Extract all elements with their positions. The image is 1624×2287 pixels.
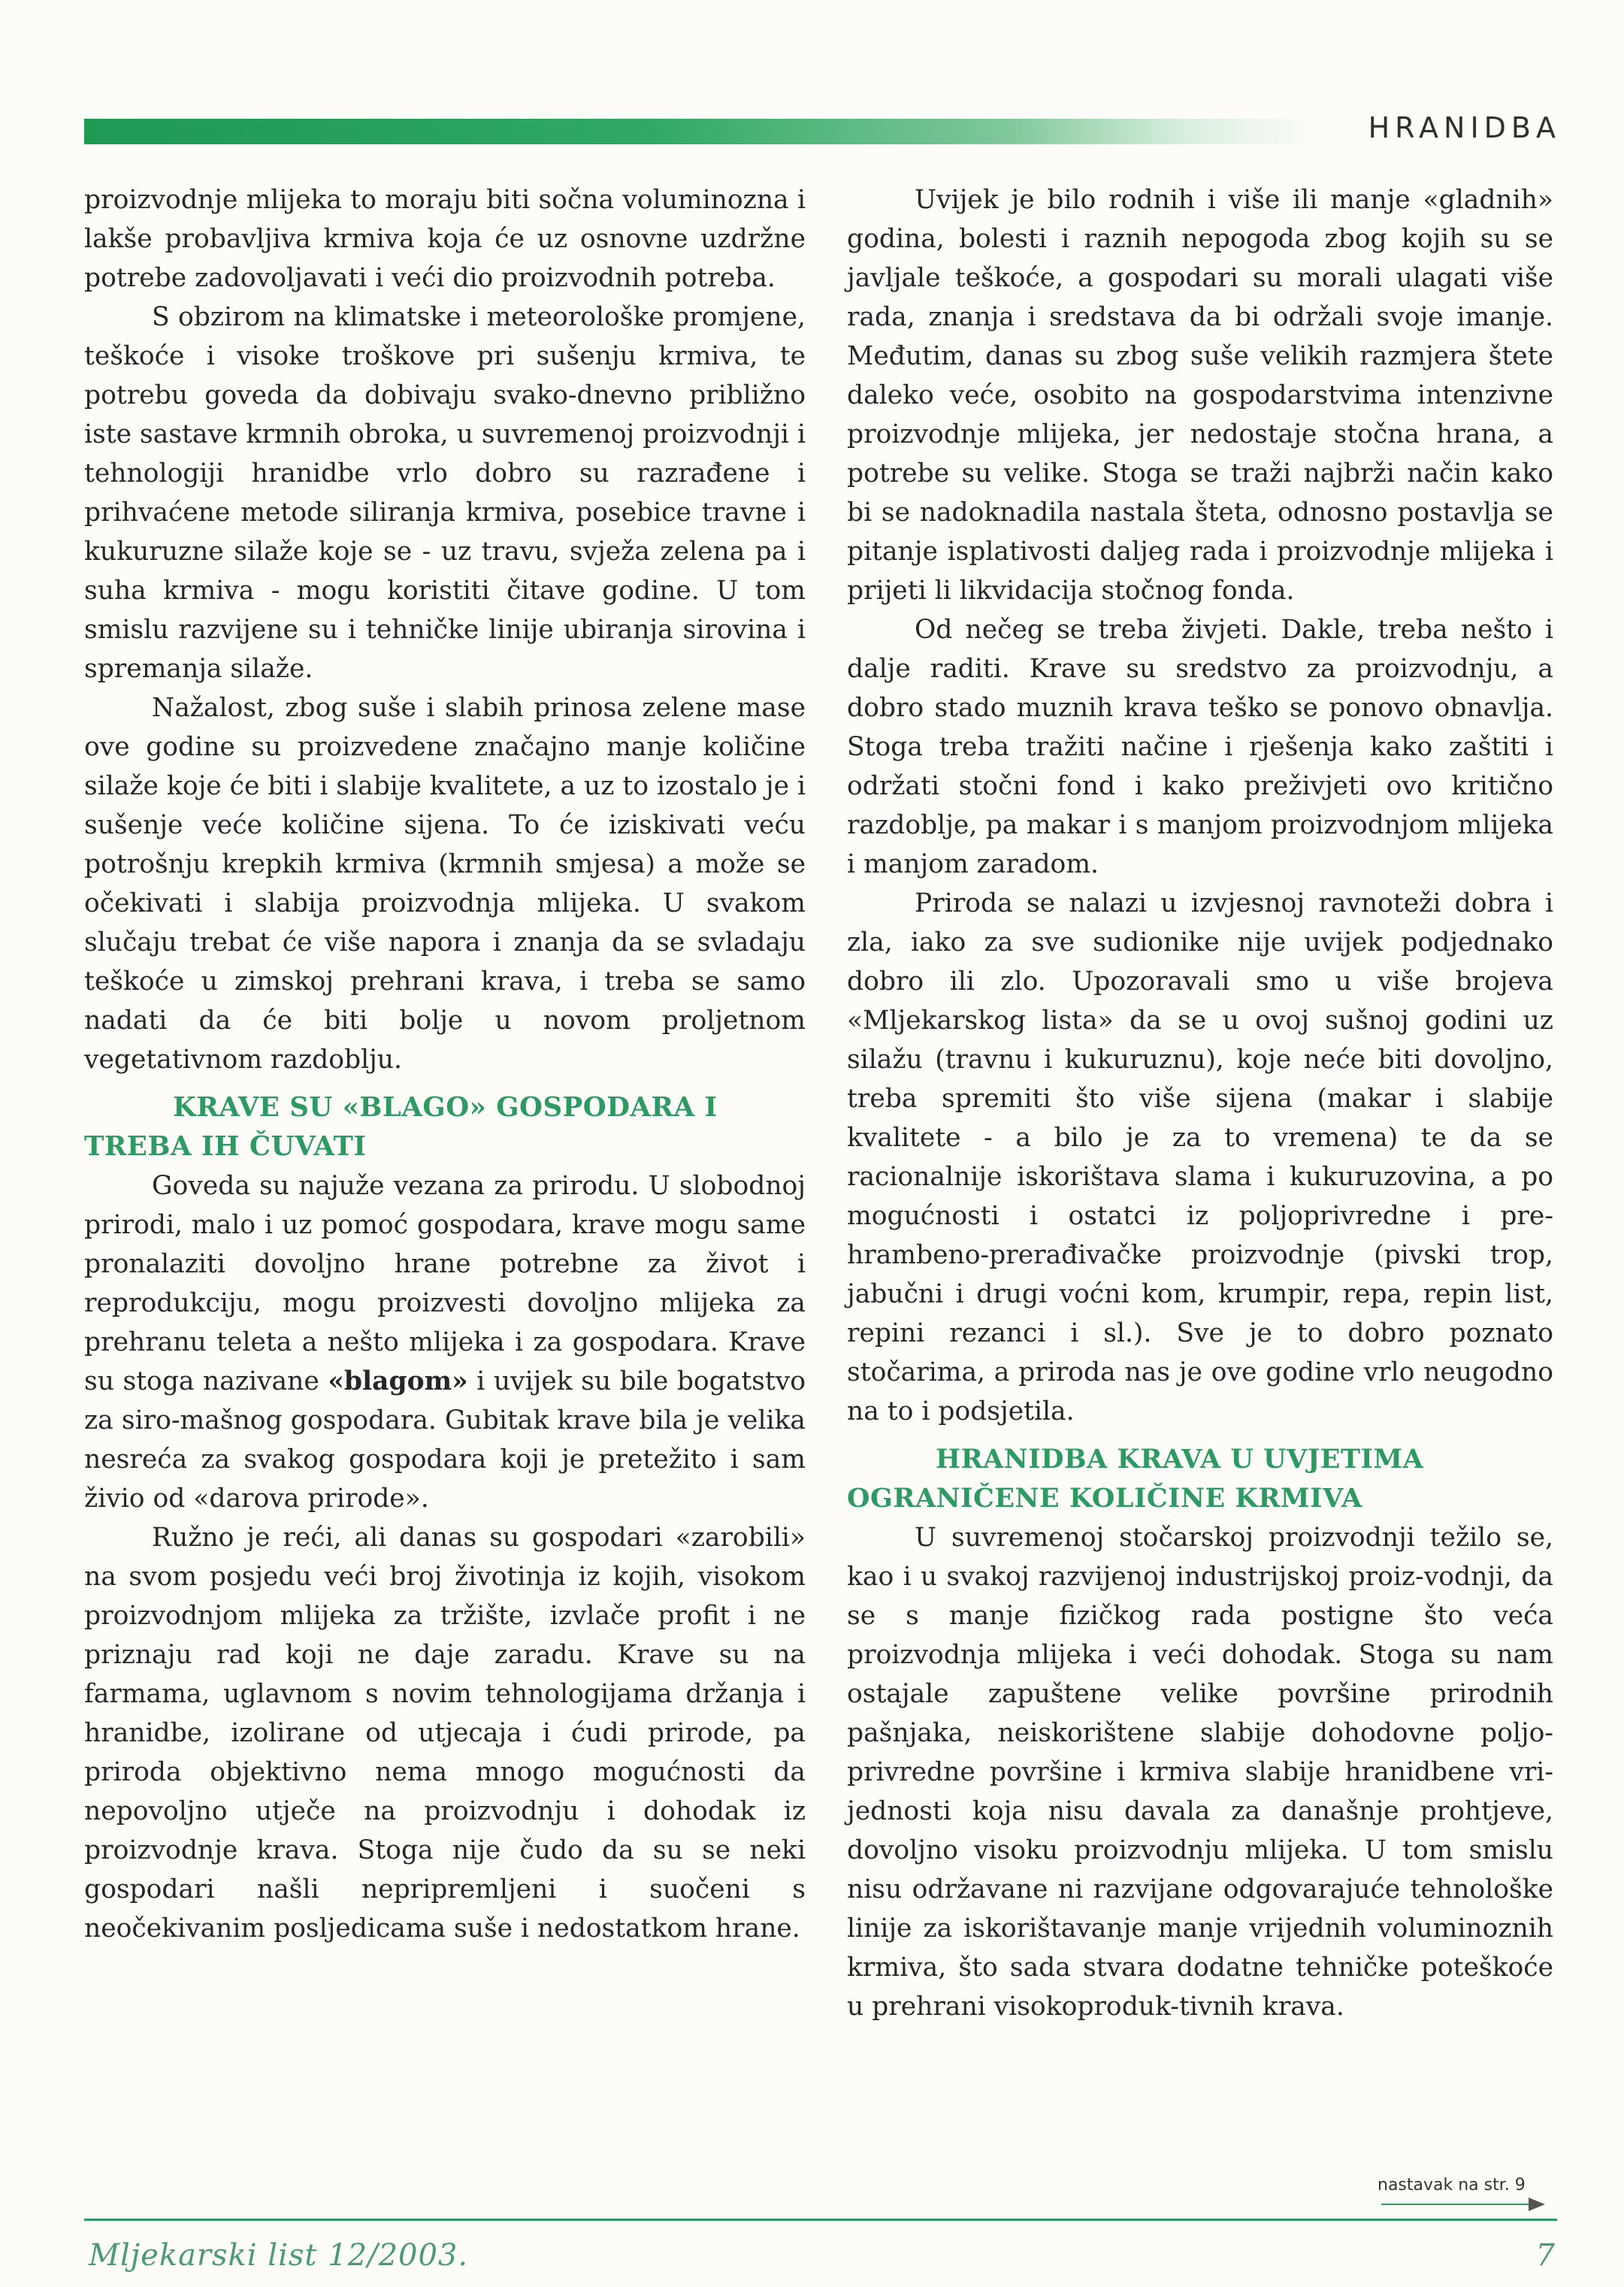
left-column	[84, 180, 806, 1948]
paragraph	[84, 1166, 806, 1518]
emphasis-text: «blagom»	[328, 1366, 468, 1396]
paragraph: U suvremenoj stočarskoj proizvodnji težilo se, kao i u svakoj razvijenoj industrijskoj proiz-vodnji, da se s manje fizičkog rada postigne što veća proizvodnja mlijeka i veći dohodak. Stoga su nam ostajale zapuštene velike površine prirodnih pašnjaka, neiskorištene slabije dohodovne poljo-privredne površine i krmiva slabije hranidbene vri-jednosti koja nisu davala za današnje prohtjeve, dovoljno visoku proizvodnju mlijeka. U tom smislu nisu održavane ni razvijane odgovarajuće tehnološke linije za iskorištavanje manje vrijednih voluminoznih krmiva, što sada stvara dodatne tehničke poteškoće u prehrani visokoproduk-tivnih krava.	[847, 1523, 1553, 2022]
footer-rule	[84, 2219, 1557, 2221]
paragraph: Priroda se nalazi u izvjesnoj ravnoteži dobra i zla, iako za sve sudionike nije uvijek podjednako dobro ili zlo. Upozoravali smo u više brojeva «Mljekarskog lista» da se u ovoj sušnoj godini uz silažu (travnu i kukuruznu), koje neće biti dovoljno, treba spremiti što više sijena (makar i slabije kvalitete - a bilo je za to vremena) te da se racionalnije iskorištava slama i kukuruzovina, a po mogućnosti i ostatci iz poljoprivredne i pre-hrambeno-prerađivačke proizvodnje (pivski trop, jabučni i drugi voćni kom, krumpir, repa, repin list, repini rezanci i sl.). Sve je to dobro poznato stočarima, a priroda nas je ove godine vrlo neugodno na to i podsjetila.	[847, 888, 1553, 1426]
paragraph: Nažalost, zbog suše i slabih prinosa zelene mase ove godine su proizvedene značajno manje količine silaže koje će biti i slabije kvalitete, a uz to izostalo je i sušenje veće količine sijena. To će iziskivati veću potrošnju krepkih krmiva (krmnih smjesa) a može se očekivati i slabija proizvodnja mlijeka. U svakom slučaju trebat će više napora i znanja da se svladaju teškoće u zimskoj prehrani krava, i treba se samo nadati da će biti bolje u novom proljetnom vegetativnom razdoblju.	[84, 693, 806, 1075]
page-number: 7	[1535, 2238, 1555, 2273]
right-column	[847, 180, 1553, 2026]
continued-arrow-line	[1381, 2204, 1532, 2205]
subheading	[847, 1440, 1553, 1518]
continued-note[interactable]: nastavak na str. 9	[1378, 2176, 1526, 2195]
paragraph-text: i uvijek su bile bogatstvo za siro-mašnog gospodara. Gubitak krave bila je velika nesreća za svakog gospodara koji je pretežito i sam živio od «darova prirode».	[84, 1366, 806, 1514]
arrow-right-icon	[1529, 2198, 1545, 2211]
subheading	[84, 1088, 806, 1166]
subheading-line: OGRANIČENE KOLIČINE KRMIVA	[847, 1483, 1362, 1514]
paragraph-text: Goveda su najuže vezana za prirodu. U slobodnoj prirodi, malo i uz pomoć gospodara, krave mogu same pronalaziti dovoljno hrane potrebne za život i reprodukciju, mogu proizvesti dovoljno mlijeka za prehranu teleta a nešto mlijeka i za gospodara. Krave su stoga nazivane	[84, 1171, 806, 1396]
section-title: HRANIDBA	[1368, 111, 1561, 144]
paragraph: proizvodnje mlijeka to moraju biti sočna voluminozna i lakše probavljiva krmiva koja će uz osnovne uzdržne potrebe zadovoljavati i veći dio proizvodnih potreba.	[84, 185, 806, 293]
paragraph: Od nečeg se treba živjeti. Dakle, treba nešto i dalje raditi. Krave su sredstvo za proizvodnju, a dobro stado muznih krava teško se ponovo obnavlja. Stoga treba tražiti načine i rješenja kako zaštiti i održati stočni fond i kako preživjeti ovo kritično razdoblje, pa makar i s manjom proizvodnjom mlijeka i manjom zaradom.	[847, 615, 1553, 879]
footer-publication: Mljekarski list 12/2003.	[89, 2238, 469, 2273]
subheading-line: KRAVE SU «BLAGO» GOSPODARA I	[173, 1092, 718, 1123]
paragraph: Uvijek je bilo rodnih i više ili manje «gladnih» godina, bolesti i raznih nepogoda zbog kojih su se javljale teškoće, a gospodari su morali ulagati više rada, znanja i sredstava da bi održali svoje imanje. Međutim, danas su zbog suše velikih razmjera štete daleko veće, osobito na gospodarstvima intenzivne proizvodnje mlijeka, jer nedostaje stočna hrana, a potrebe su velike. Stoga se traži najbrži način kako bi se nadoknadila nastala šteta, odnosno postavlja se pitanje isplativosti daljeg rada i proizvodnje mlijeka i prijeti li likvidacija stočnog fonda.	[847, 185, 1553, 606]
paragraph: Ružno je reći, ali danas su gospodari «zarobili» na svom posjedu veći broj životinja iz kojih, visokom proizvodnjom mlijeka za tržište, izvlače profit i ne priznaju rad koji ne daje zaradu. Krave su na farmama, uglavnom s novim tehnologijama držanja i hranidbe, izolirane od utjecaja i ćudi prirode, pa priroda objektivno nema mnogo mogućnosti da nepovoljno utječe na proizvodnju i dohodak iz proizvodnje krava. Stoga nije čudo da su se neki gospodari našli nepripremljeni i suočeni s neočekivanim posljedicama suše i nedostatkom hrane.	[84, 1523, 806, 1944]
subheading-line: HRANIDBA KRAVA U UVJETIMA	[936, 1444, 1424, 1475]
paragraph: S obzirom na klimatske i meteorološke promjene, teškoće i visoke troškove pri sušenju krmiva, te potrebu goveda da dobivaju svako-dnevno približno iste sastave krmnih obroka, u suvremenoj proizvodnji i tehnologiji hranidbe vrlo dobro su razrađene i prihvaćene metode siliranja krmiva, posebice travne i kukuruzne silaže koje se - uz travu, svježa zelena pa i suha krmiva - mogu koristiti čitave godine. U tom smislu razvijene su i tehničke linije ubiranja sirovina i spremanja silaže.	[84, 302, 806, 684]
subheading-line: TREBA IH ČUVATI	[84, 1131, 367, 1162]
header-green-band	[84, 119, 1317, 144]
